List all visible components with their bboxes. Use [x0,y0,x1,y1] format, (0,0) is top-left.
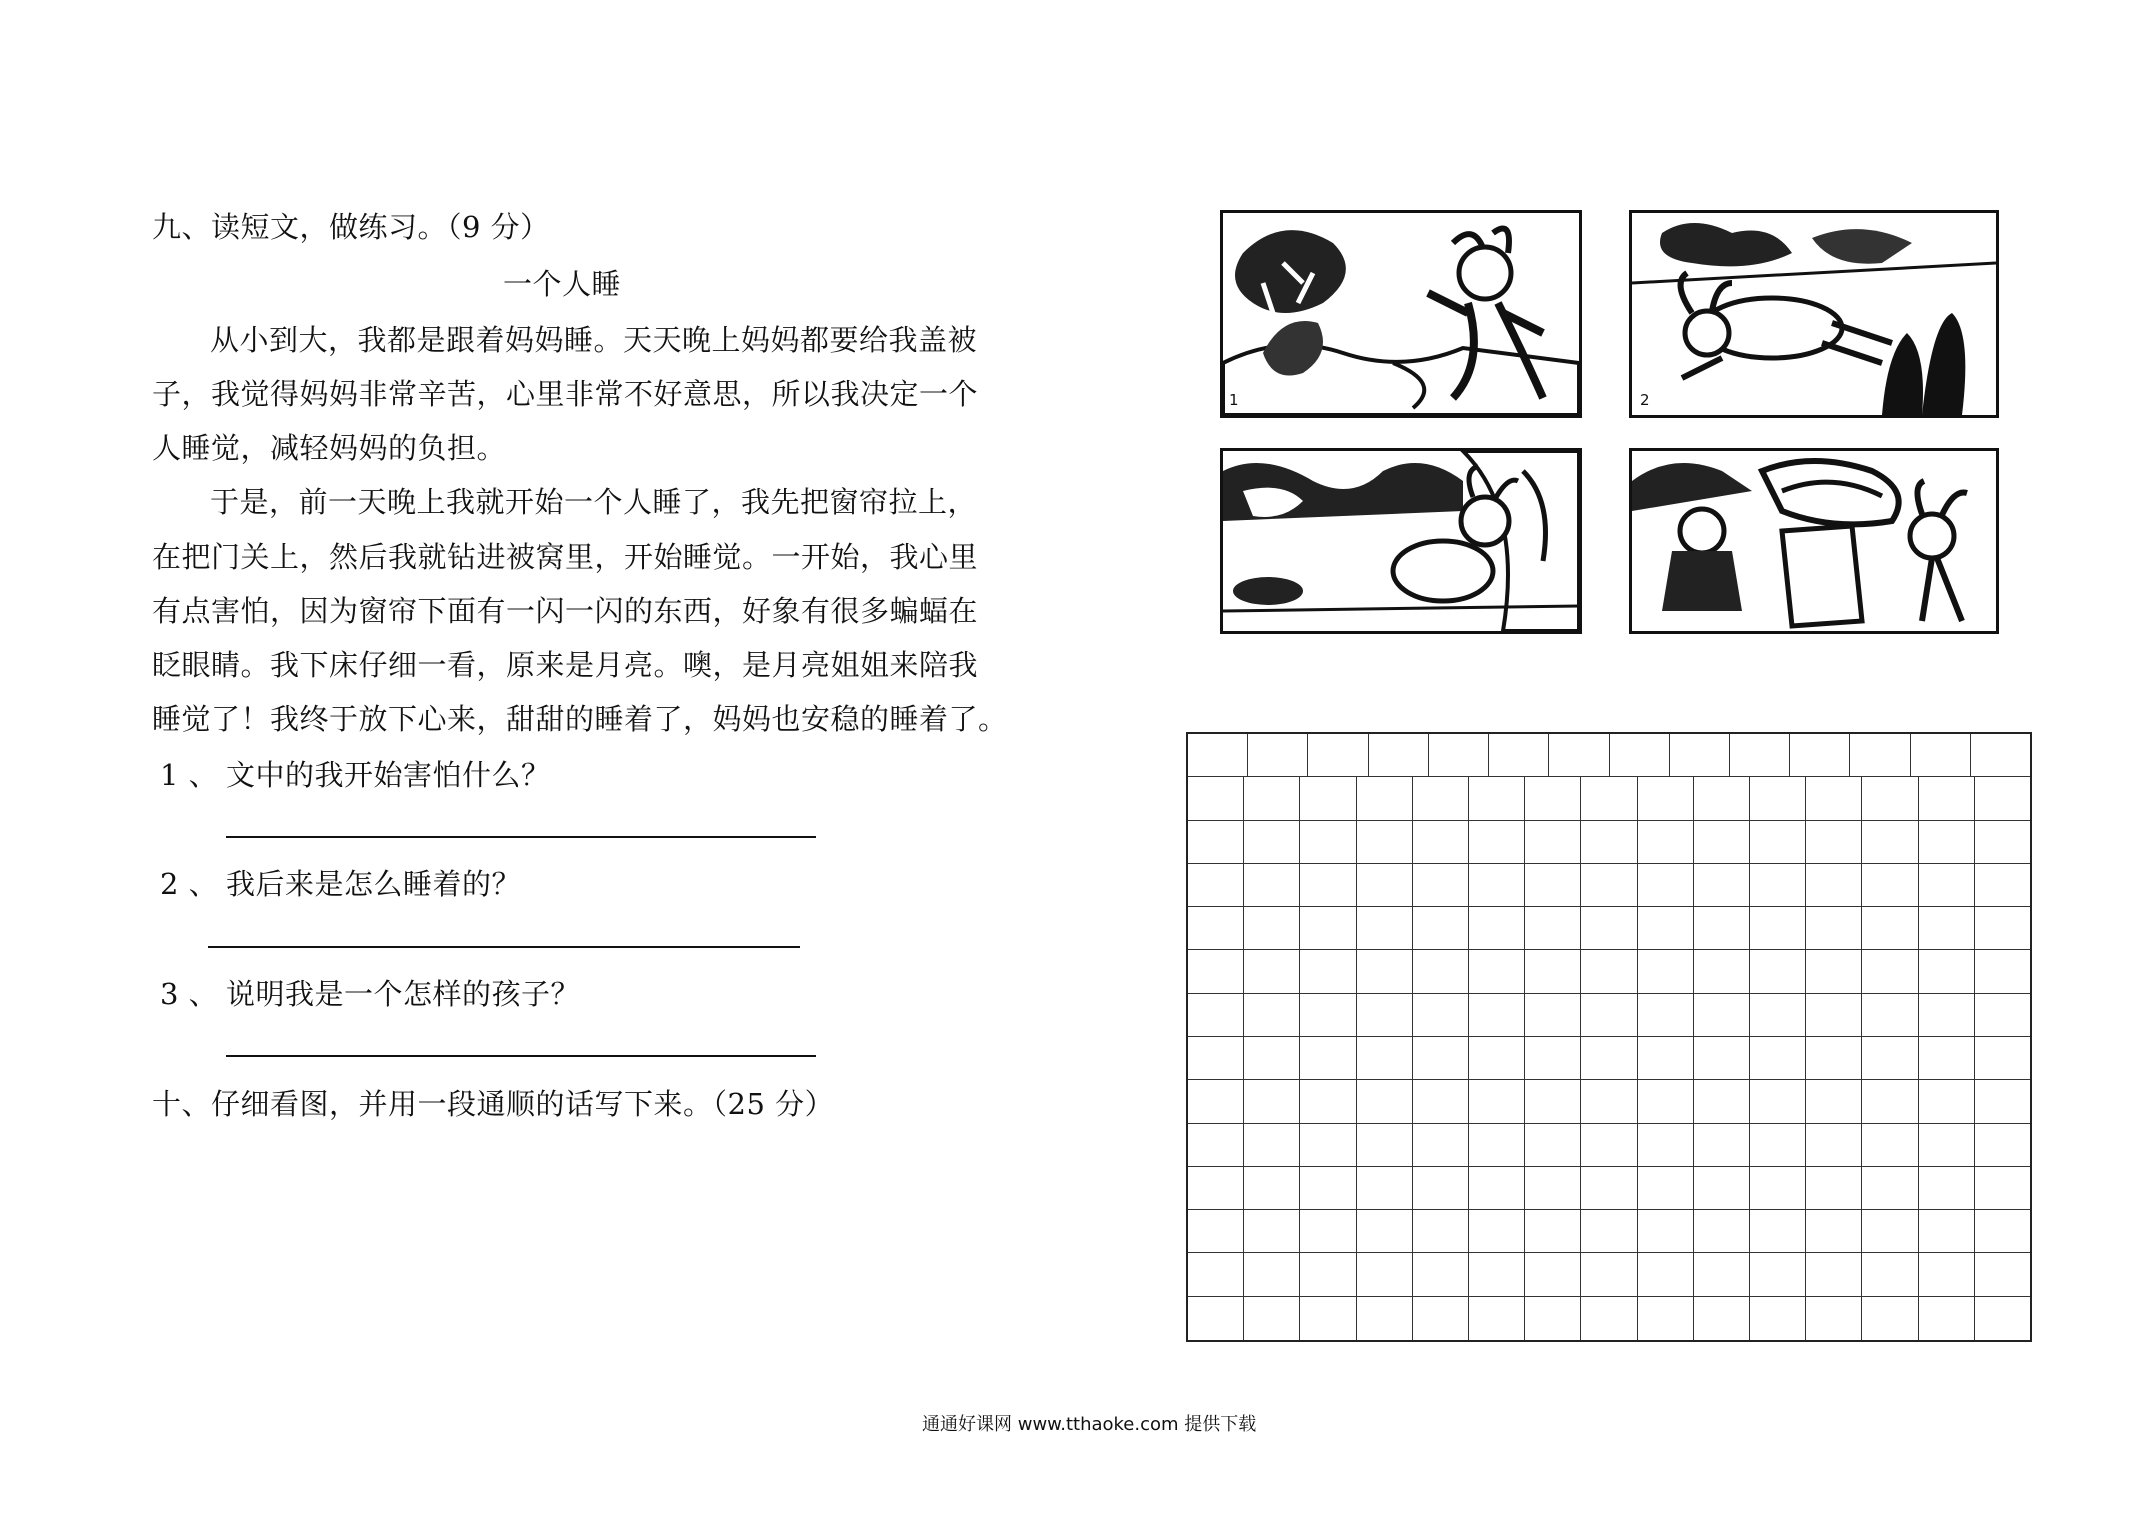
grid-row [1188,864,2030,907]
grid-cell[interactable] [1581,1080,1637,1123]
grid-cell[interactable] [1850,734,1910,777]
grid-cell[interactable] [1750,907,1806,950]
answer-line-3[interactable] [226,1055,816,1057]
grid-cell[interactable] [1188,821,1244,864]
grid-cell[interactable] [1730,734,1790,777]
rabbit-running-illustration [1632,213,1996,415]
grid-cell[interactable] [1244,1080,1300,1123]
grid-cell[interactable] [1300,777,1356,820]
grid-cell[interactable] [1188,864,1244,907]
grid-cell[interactable] [1638,950,1694,993]
question1-number: 1 、 [160,758,219,792]
question3-text: 说明我是一个怎样的孩子？ [226,977,581,1011]
grid-cell[interactable] [1413,1124,1469,1167]
grid-cell[interactable] [1525,1080,1581,1123]
grid-cell[interactable] [1413,1297,1469,1340]
grid-cell[interactable] [1244,1210,1300,1253]
grid-cell[interactable] [1806,821,1862,864]
grid-cell[interactable] [1413,1210,1469,1253]
grid-cell[interactable] [1469,777,1525,820]
grid-cell[interactable] [1862,1037,1918,1080]
grid-cell[interactable] [1919,1080,1975,1123]
grid-cell[interactable] [1581,821,1637,864]
grid-cell[interactable] [1357,950,1413,993]
grid-cell[interactable] [1188,1080,1244,1123]
grid-cell[interactable] [1413,1167,1469,1210]
grid-cell[interactable] [1244,1124,1300,1167]
grid-cell[interactable] [1244,777,1300,820]
grid-cell[interactable] [1188,907,1244,950]
grid-cell[interactable] [1694,907,1750,950]
grid-cell[interactable] [1525,1124,1581,1167]
grid-cell[interactable] [1806,950,1862,993]
grid-cell[interactable] [1919,1167,1975,1210]
grid-cell[interactable] [1750,994,1806,1037]
grid-cell[interactable] [1919,907,1975,950]
grid-cell[interactable] [1806,907,1862,950]
grid-cell[interactable] [1750,864,1806,907]
grid-cell[interactable] [1581,1167,1637,1210]
grid-cell[interactable] [1300,1210,1356,1253]
grid-cell[interactable] [1975,1037,2030,1080]
grid-cell[interactable] [1357,1297,1413,1340]
grid-cell[interactable] [1525,1253,1581,1296]
grid-cell[interactable] [1300,907,1356,950]
grid-cell[interactable] [1806,864,1862,907]
grid-cell[interactable] [1862,1297,1918,1340]
grid-cell[interactable] [1525,950,1581,993]
grid-cell[interactable] [1694,1167,1750,1210]
grid-cell[interactable] [1694,1124,1750,1167]
grid-cell[interactable] [1413,864,1469,907]
question1-text: 文中的我开始害怕什么？ [226,758,551,792]
grid-cell[interactable] [1750,950,1806,993]
grid-cell[interactable] [1469,907,1525,950]
grid-cell[interactable] [1357,1124,1413,1167]
grid-cell[interactable] [1413,777,1469,820]
grid-cell[interactable] [1188,950,1244,993]
grid-cell[interactable] [1694,950,1750,993]
grid-cell[interactable] [1919,1124,1975,1167]
grid-cell[interactable] [1244,1253,1300,1296]
grid-cell[interactable] [1357,907,1413,950]
grid-cell[interactable] [1694,777,1750,820]
grid-cell[interactable] [1806,777,1862,820]
grid-cell[interactable] [1975,821,2030,864]
grid-cell[interactable] [1694,1080,1750,1123]
grid-cell[interactable] [1244,907,1300,950]
grid-cell[interactable] [1357,994,1413,1037]
grid-cell[interactable] [1244,994,1300,1037]
grid-cell[interactable] [1469,1167,1525,1210]
grid-cell[interactable] [1862,1167,1918,1210]
grid-cell[interactable] [1862,777,1918,820]
grid-row [1188,994,2030,1037]
grid-cell[interactable] [1919,821,1975,864]
grid-cell[interactable] [1469,1037,1525,1080]
grid-cell[interactable] [1244,821,1300,864]
grid-cell[interactable] [1919,1253,1975,1296]
grid-cell[interactable] [1862,950,1918,993]
rabbit-sleeping-tortoise-passing-illustration [1223,451,1579,631]
story-title: 一个人睡 [503,267,622,301]
grid-cell[interactable] [1357,1080,1413,1123]
grid-cell[interactable] [1750,1080,1806,1123]
grid-cell[interactable] [1975,864,2030,907]
grid-cell[interactable] [1489,734,1549,777]
grid-cell[interactable] [1581,1210,1637,1253]
grid-cell[interactable] [1919,1037,1975,1080]
grid-cell[interactable] [1469,1080,1525,1123]
answer-line-1[interactable] [226,836,816,838]
paragraph2-line2: 在把门关上，然后我就钻进被窝里，开始睡觉。一开始，我心里 [152,540,979,574]
grid-row [1188,1167,2030,1210]
grid-cell[interactable] [1670,734,1730,777]
grid-cell[interactable] [1694,994,1750,1037]
grid-cell[interactable] [1244,950,1300,993]
picture-panel-3 [1220,448,1582,634]
section10-heading: 十、仔细看图，并用一段通顺的话写下来。（25 分） [152,1087,835,1121]
grid-cell[interactable] [1469,1297,1525,1340]
grid-cell[interactable] [1469,864,1525,907]
answer-line-2[interactable] [208,946,800,948]
grid-cell[interactable] [1862,1080,1918,1123]
grid-cell[interactable] [1806,1124,1862,1167]
grid-cell[interactable] [1694,1253,1750,1296]
paragraph2-line4: 眨眼睛。我下床仔细一看，原来是月亮。噢，是月亮姐姐来陪我 [152,648,979,682]
grid-cell[interactable] [1525,907,1581,950]
grid-cell[interactable] [1429,734,1489,777]
grid-cell[interactable] [1300,1253,1356,1296]
question3-number: 3 、 [160,977,219,1011]
grid-cell[interactable] [1525,777,1581,820]
grid-cell[interactable] [1919,777,1975,820]
grid-cell[interactable] [1188,1124,1244,1167]
grid-cell[interactable] [1975,950,2030,993]
grid-cell[interactable] [1188,1167,1244,1210]
grid-cell[interactable] [1244,1167,1300,1210]
grid-cell[interactable] [1188,1210,1244,1253]
paragraph2-line3: 有点害怕，因为窗帘下面有一闪一闪的东西，好象有很多蝙蝠在 [152,594,979,628]
grid-cell[interactable] [1300,821,1356,864]
grid-cell[interactable] [1581,1253,1637,1296]
grid-cell[interactable] [1638,994,1694,1037]
grid-cell[interactable] [1806,1297,1862,1340]
grid-cell[interactable] [1750,821,1806,864]
grid-cell[interactable] [1188,777,1244,820]
grid-cell[interactable] [1975,1167,2030,1210]
grid-cell[interactable] [1638,1167,1694,1210]
grid-cell[interactable] [1581,994,1637,1037]
grid-cell[interactable] [1308,734,1368,777]
grid-cell[interactable] [1188,1253,1244,1296]
grid-cell[interactable] [1248,734,1308,777]
grid-cell[interactable] [1610,734,1670,777]
grid-cell[interactable] [1806,1080,1862,1123]
grid-row [1188,907,2030,950]
grid-row [1188,1297,2030,1340]
grid-cell[interactable] [1862,864,1918,907]
grid-cell[interactable] [1300,1037,1356,1080]
grid-cell[interactable] [1694,864,1750,907]
grid-cell[interactable] [1357,1210,1413,1253]
grid-row [1188,1037,2030,1080]
grid-cell[interactable] [1357,777,1413,820]
grid-cell[interactable] [1750,1167,1806,1210]
grid-cell[interactable] [1413,950,1469,993]
grid-cell[interactable] [1525,994,1581,1037]
picture-panel-4 [1629,448,1999,634]
grid-cell[interactable] [1188,1297,1244,1340]
paragraph1-line1: 从小到大，我都是跟着妈妈睡。天天晚上妈妈都要给我盖被 [210,323,978,357]
grid-cell[interactable] [1469,994,1525,1037]
picture-panel-1 [1220,210,1582,418]
grid-cell[interactable] [1750,1297,1806,1340]
grid-cell[interactable] [1975,1124,2030,1167]
grid-cell[interactable] [1413,1080,1469,1123]
grid-cell[interactable] [1413,1037,1469,1080]
grid-cell[interactable] [1638,777,1694,820]
grid-cell[interactable] [1806,994,1862,1037]
grid-row [1188,950,2030,993]
grid-cell[interactable] [1525,821,1581,864]
grid-cell[interactable] [1581,907,1637,950]
grid-cell[interactable] [1244,1037,1300,1080]
grid-cell[interactable] [1975,1253,2030,1296]
grid-row [1188,821,2030,864]
grid-cell[interactable] [1694,1297,1750,1340]
grid-cell[interactable] [1638,1037,1694,1080]
grid-cell[interactable] [1919,994,1975,1037]
grid-cell[interactable] [1806,1167,1862,1210]
grid-cell[interactable] [1469,821,1525,864]
grid-cell[interactable] [1919,864,1975,907]
question2-number: 2 、 [160,867,219,901]
grid-cell[interactable] [1525,1037,1581,1080]
paragraph1-line2: 子，我觉得妈妈非常辛苦，心里非常不好意思，所以我决定一个 [152,377,979,411]
grid-cell[interactable] [1525,1210,1581,1253]
grid-cell[interactable] [1188,734,1248,777]
grid-cell[interactable] [1919,1210,1975,1253]
grid-cell[interactable] [1549,734,1609,777]
grid-cell[interactable] [1413,907,1469,950]
grid-cell[interactable] [1581,1124,1637,1167]
grid-cell[interactable] [1750,1210,1806,1253]
grid-cell[interactable] [1638,1253,1694,1296]
grid-cell[interactable] [1413,1253,1469,1296]
grid-cell[interactable] [1188,994,1244,1037]
grid-cell[interactable] [1975,777,2030,820]
section9-heading: 九、读短文，做练习。（9 分） [152,210,550,244]
grid-cell[interactable] [1581,777,1637,820]
grid-cell[interactable] [1911,734,1971,777]
grid-cell[interactable] [1581,864,1637,907]
grid-cell[interactable] [1638,907,1694,950]
grid-cell[interactable] [1862,1253,1918,1296]
grid-cell[interactable] [1975,1297,2030,1340]
grid-cell[interactable] [1862,1124,1918,1167]
grid-cell[interactable] [1469,950,1525,993]
grid-cell[interactable] [1790,734,1850,777]
grid-cell[interactable] [1694,1037,1750,1080]
tortoise-wins-celebration-illustration [1632,451,1996,631]
grid-row [1188,1080,2030,1123]
grid-cell[interactable] [1581,1297,1637,1340]
grid-row [1188,777,2030,820]
grid-cell[interactable] [1862,907,1918,950]
grid-cell[interactable] [1975,1210,2030,1253]
grid-cell[interactable] [1694,821,1750,864]
grid-cell[interactable] [1357,1167,1413,1210]
panel-2-number: 2 [1640,391,1650,409]
grid-row [1188,734,2030,777]
grid-cell[interactable] [1300,1167,1356,1210]
question2-text: 我后来是怎么睡着的？ [226,867,522,901]
grid-cell[interactable] [1638,1080,1694,1123]
grid-cell[interactable] [1469,1124,1525,1167]
grid-cell[interactable] [1975,994,2030,1037]
grid-cell[interactable] [1806,1037,1862,1080]
grid-cell[interactable] [1300,1080,1356,1123]
grid-cell[interactable] [1750,1124,1806,1167]
grid-cell[interactable] [1750,1037,1806,1080]
grid-cell[interactable] [1300,1124,1356,1167]
grid-cell[interactable] [1525,1167,1581,1210]
grid-cell[interactable] [1975,907,2030,950]
rabbit-tortoise-start-illustration [1223,213,1579,415]
footer-credit: 通通好课网 www.tthaoke.com 提供下载 [922,1414,1257,1435]
grid-cell[interactable] [1806,1253,1862,1296]
composition-writing-grid[interactable] [1186,732,2032,1342]
grid-cell[interactable] [1244,1297,1300,1340]
grid-row [1188,1124,2030,1167]
panel-1-number: 1 [1229,391,1239,409]
paragraph2-line1: 于是，前一天晚上我就开始一个人睡了，我先把窗帘拉上， [210,485,978,519]
grid-cell[interactable] [1862,821,1918,864]
grid-cell[interactable] [1300,950,1356,993]
grid-cell[interactable] [1525,1297,1581,1340]
grid-cell[interactable] [1469,1253,1525,1296]
grid-cell[interactable] [1694,1210,1750,1253]
grid-cell[interactable] [1300,1297,1356,1340]
grid-cell[interactable] [1300,994,1356,1037]
grid-cell[interactable] [1975,1080,2030,1123]
grid-cell[interactable] [1525,864,1581,907]
grid-cell[interactable] [1413,821,1469,864]
grid-cell[interactable] [1638,1297,1694,1340]
grid-cell[interactable] [1413,994,1469,1037]
grid-cell[interactable] [1638,864,1694,907]
grid-cell[interactable] [1469,1210,1525,1253]
grid-row [1188,1210,2030,1253]
grid-cell[interactable] [1750,777,1806,820]
grid-cell[interactable] [1369,734,1429,777]
grid-cell[interactable] [1638,1124,1694,1167]
grid-cell[interactable] [1357,864,1413,907]
grid-cell[interactable] [1357,821,1413,864]
picture-panel-2 [1629,210,1999,418]
grid-cell[interactable] [1638,1210,1694,1253]
paragraph1-line3: 人睡觉，减轻妈妈的负担。 [152,431,507,465]
grid-cell[interactable] [1971,734,2030,777]
grid-cell[interactable] [1862,994,1918,1037]
grid-cell[interactable] [1919,1297,1975,1340]
grid-cell[interactable] [1300,864,1356,907]
paragraph2-line5: 睡觉了！我终于放下心来，甜甜的睡着了，妈妈也安稳的睡着了。 [152,702,1008,736]
grid-cell[interactable] [1244,864,1300,907]
grid-cell[interactable] [1638,821,1694,864]
grid-cell[interactable] [1581,1037,1637,1080]
grid-cell[interactable] [1806,1210,1862,1253]
grid-row [1188,1253,2030,1296]
grid-cell[interactable] [1581,950,1637,993]
grid-cell[interactable] [1750,1253,1806,1296]
grid-cell[interactable] [1919,950,1975,993]
grid-cell[interactable] [1357,1037,1413,1080]
grid-cell[interactable] [1862,1210,1918,1253]
grid-cell[interactable] [1357,1253,1413,1296]
grid-cell[interactable] [1188,1037,1244,1080]
